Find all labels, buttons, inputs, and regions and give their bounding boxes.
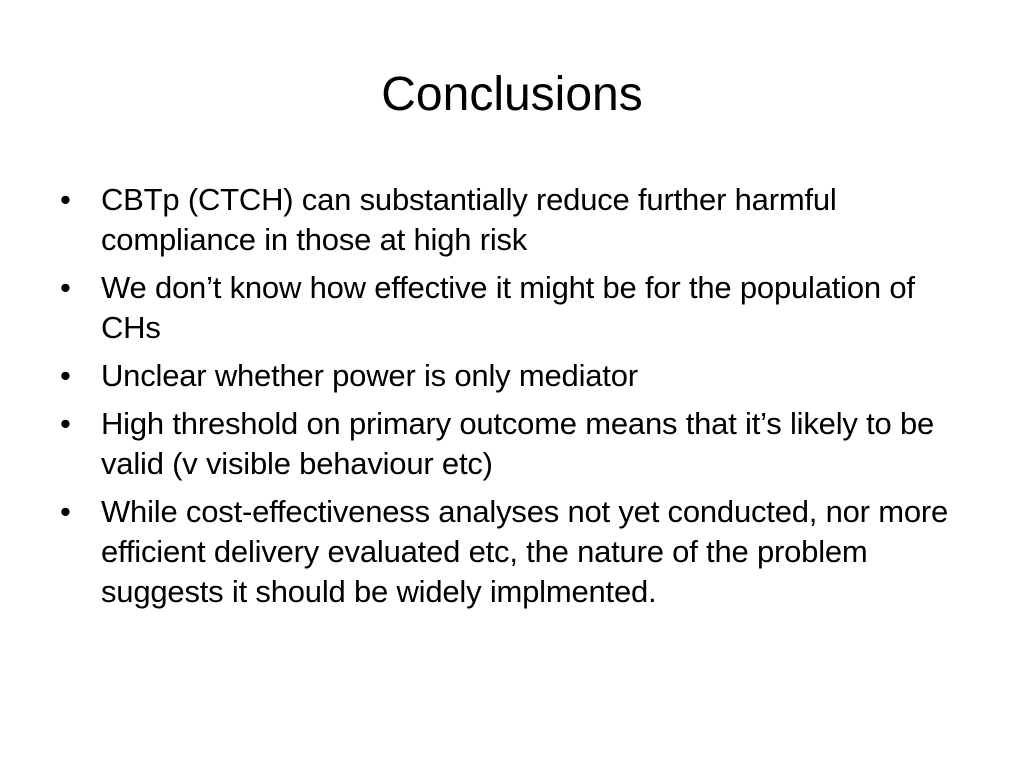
slide-title: Conclusions	[381, 68, 643, 121]
bullet-list	[60, 180, 960, 620]
bullet-item	[60, 180, 960, 260]
bullet-item	[60, 404, 960, 484]
bullet-dot-icon: •	[60, 494, 71, 529]
bullet-item	[60, 492, 960, 612]
bullet-text: We don’t know how effective it might be for the population of CHs	[101, 270, 915, 345]
bullet-text: High threshold on primary outcome means that it’s likely to be valid (v visible behaviour etc)	[101, 406, 935, 481]
bullet-item	[60, 268, 960, 348]
bullet-dot-icon: •	[60, 406, 71, 441]
bullet-text: CBTp (CTCH) can substantially reduce further harmful compliance in those at high risk	[101, 182, 837, 257]
bullet-dot-icon: •	[60, 270, 71, 305]
bullet-dot-icon: •	[60, 182, 71, 217]
bullet-dot-icon: •	[60, 358, 71, 393]
bullet-item	[60, 356, 960, 396]
bullet-text: While cost-effectiveness analyses not yet conducted, nor more efficient delivery evaluated etc, the nature of the problem suggests it should be widely implmented.	[101, 494, 949, 609]
bullet-text: Unclear whether power is only mediator	[101, 358, 638, 393]
